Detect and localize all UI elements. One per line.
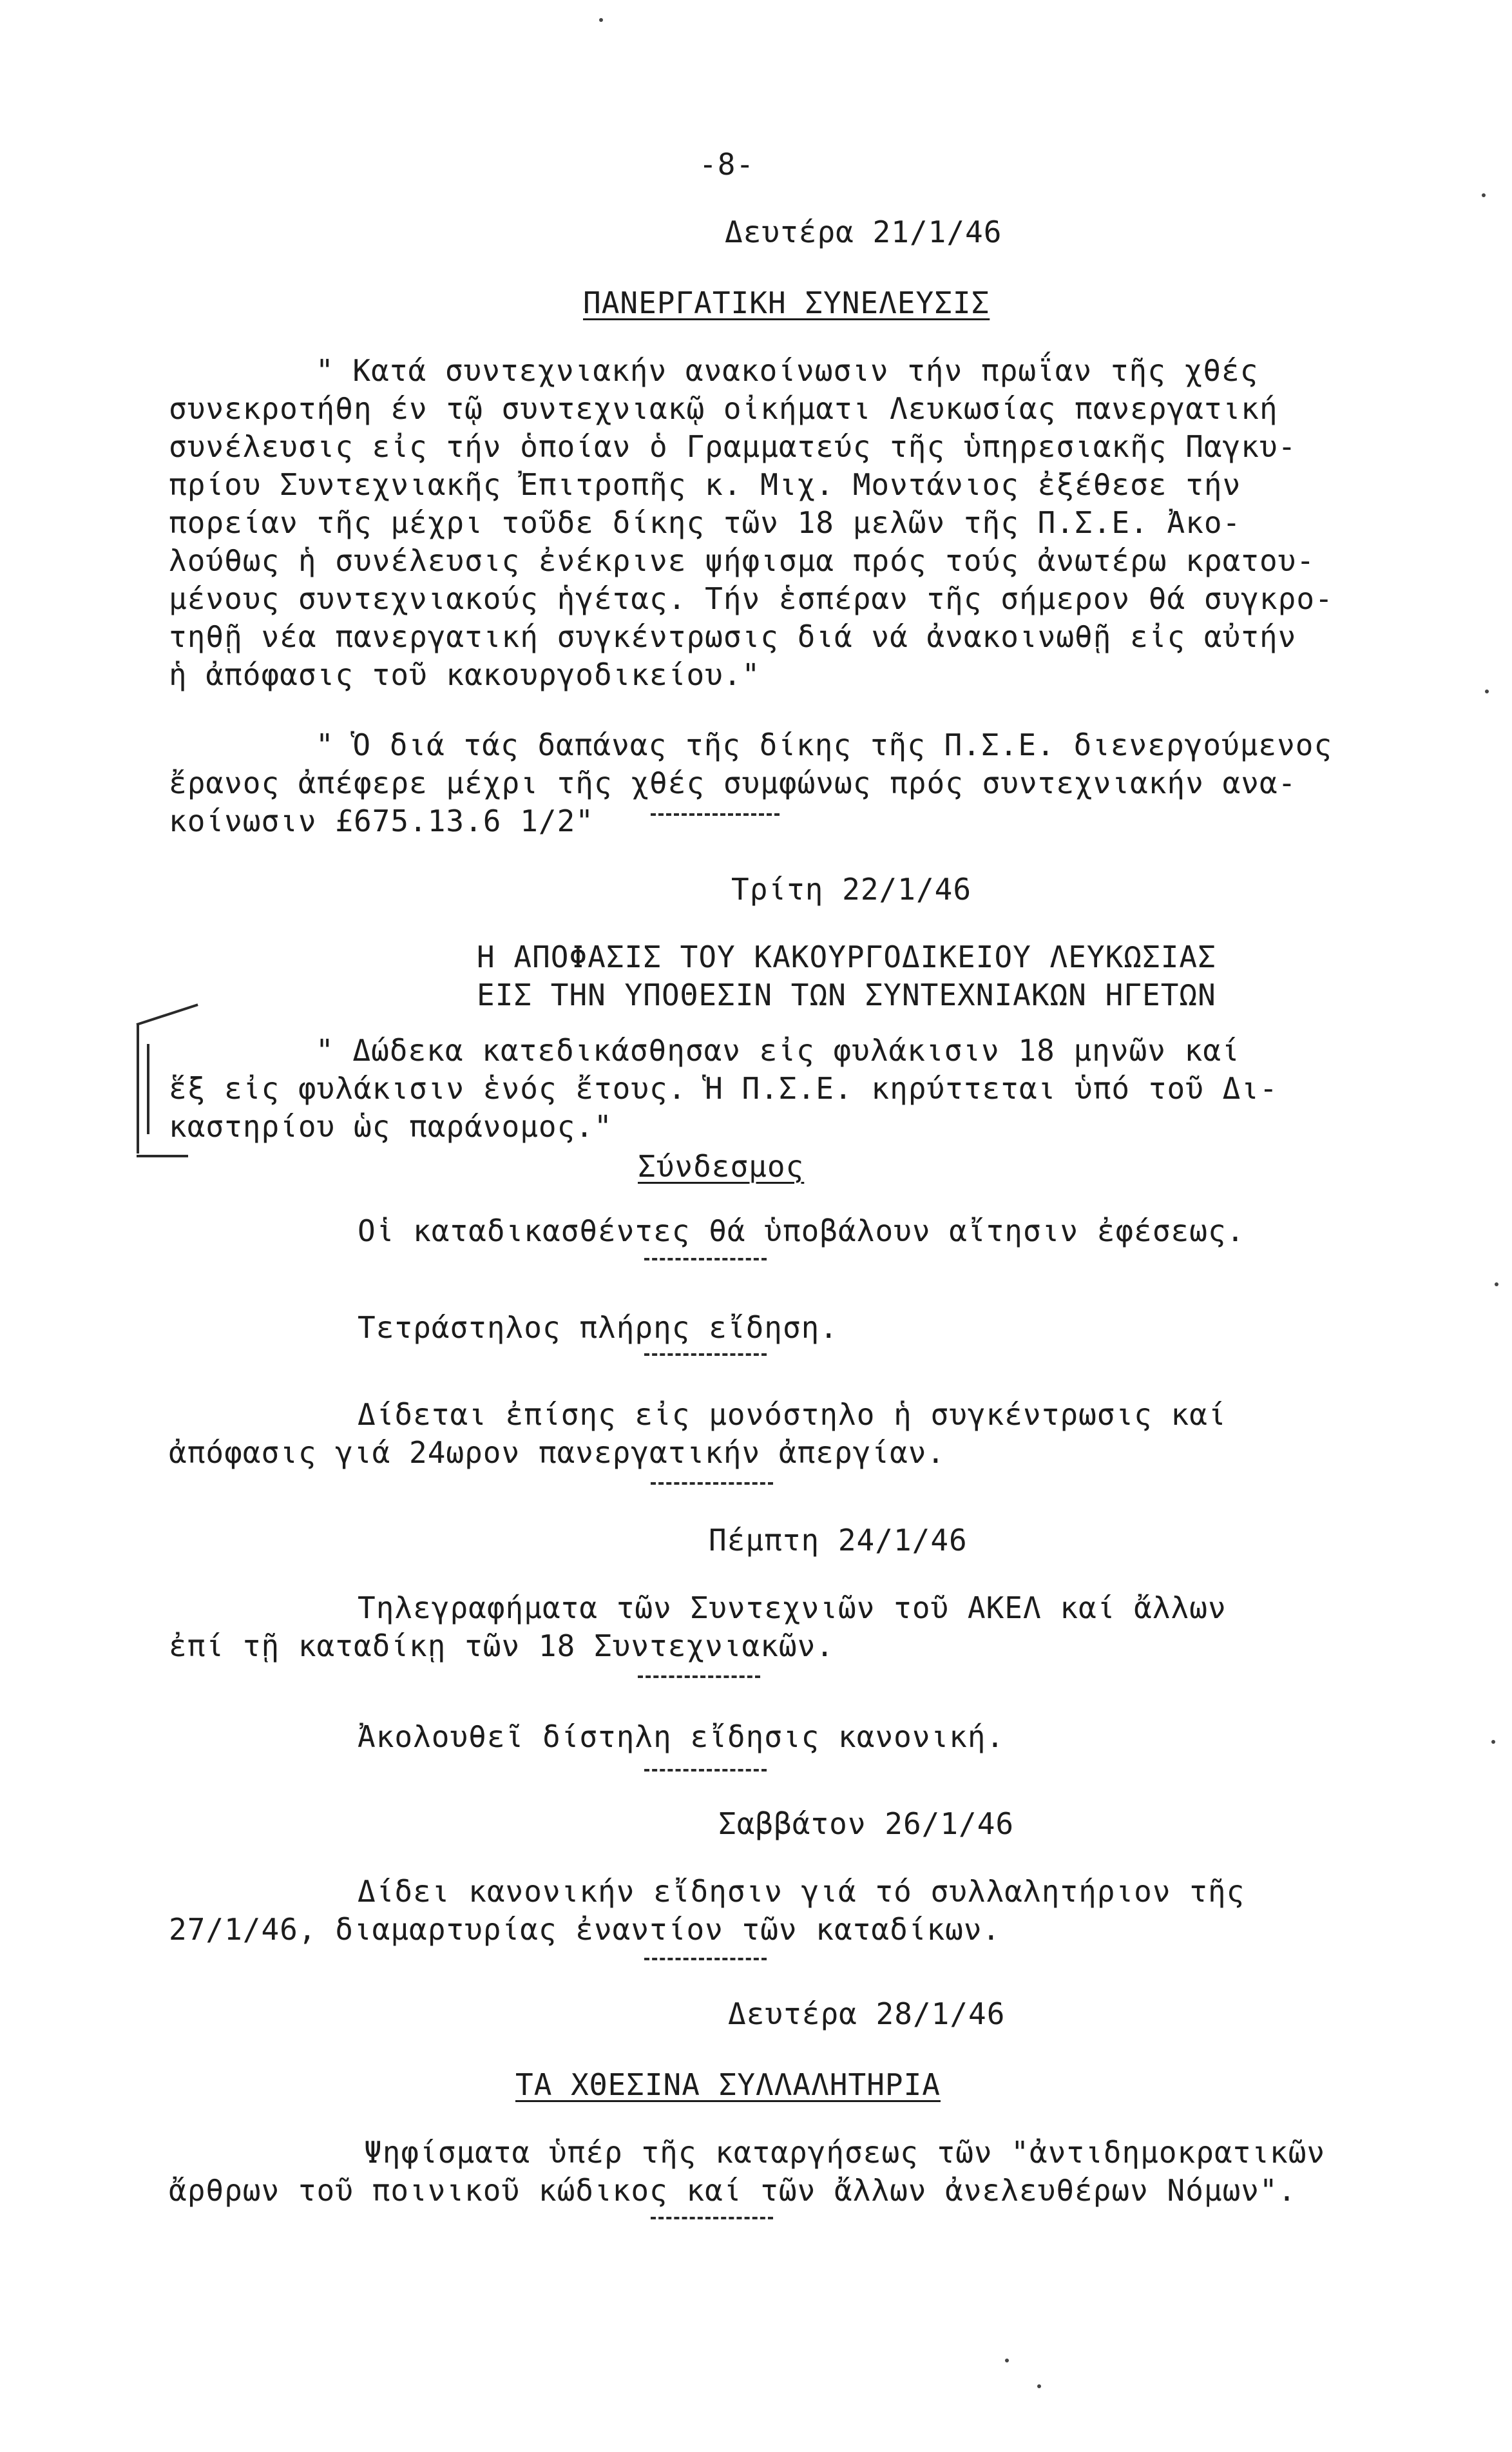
paragraph-line: πρίου Συντεχνιακῆς Ἐπιτροπῆς κ. Μιχ. Μοντάνιος ἐξέθεσε τήν bbox=[169, 467, 1241, 502]
paragraph-line: ἔρανος ἀπέφερε μέχρι τῆς χθές συμφώνως πρός συντεχνιακήν ανα- bbox=[169, 766, 1297, 800]
margin-bracket bbox=[147, 1044, 149, 1134]
note-line: Τετράστηλος πλήρης εἴδηση. bbox=[358, 1310, 839, 1345]
paragraph-line: καστηρίου ὡς παράνομος." bbox=[169, 1109, 613, 1144]
section-separator bbox=[644, 1353, 767, 1356]
paragraph-line: Τηλεγραφήματα τῶν Συντεχνιῶν τοῦ ΑΚΕΛ καί ἄλλων bbox=[358, 1590, 1227, 1625]
section-date: Σαββάτον 26/1/46 bbox=[718, 1806, 1015, 1841]
margin-bracket-bottom bbox=[137, 1155, 188, 1157]
paragraph-line: ἐπί τῇ καταδίκῃ τῶν 18 Συντεχνιακῶν. bbox=[169, 1628, 834, 1663]
section-date: Τρίτη 22/1/46 bbox=[731, 872, 972, 907]
page-number: -8- bbox=[699, 147, 755, 182]
paragraph-line: 27/1/46, διαμαρτυρίας ἐναντίον τῶν καταδίκων. bbox=[169, 1912, 1001, 1947]
section-separator bbox=[638, 1675, 760, 1678]
scan-speck bbox=[1485, 690, 1489, 693]
scan-speck bbox=[1495, 1282, 1498, 1286]
margin-bracket-top bbox=[136, 1003, 198, 1026]
section-separator bbox=[644, 1769, 767, 1771]
scan-speck bbox=[1037, 2384, 1041, 2388]
section-heading: ΕΙΣ ΤΗΝ ΥΠΟΘΕΣΙΝ ΤΩΝ ΣΥΝΤΕΧΝΙΑΚΩΝ ΗΓΕΤΩΝ bbox=[477, 978, 1216, 1012]
paragraph-line: Δίδει κανονικήν εἴδησιν γιά τό συλλαλητήριον τῆς bbox=[358, 1874, 1245, 1909]
scan-speck bbox=[599, 18, 603, 22]
section-separator bbox=[651, 813, 780, 816]
section-separator bbox=[651, 1482, 773, 1485]
scan-speck bbox=[1482, 193, 1486, 197]
paragraph-line: Ψηφίσματα ὑπέρ τῆς καταργήσεως τῶν "ἀντιδημοκρατικῶν bbox=[364, 2135, 1326, 2170]
section-date: Δευτέρα 28/1/46 bbox=[728, 1996, 1006, 2031]
scan-speck bbox=[1005, 2359, 1009, 2362]
section-heading: ΤΑ ΧΘΕΣΙΝΑ ΣΥΛΛΑΛΗΤΗΡΙΑ bbox=[515, 2067, 941, 2102]
section-date: Πέμπτη 24/1/46 bbox=[709, 1523, 968, 1558]
section-separator bbox=[644, 1958, 767, 1960]
note-line: ἀπόφασις γιά 24ωρον πανεργατικήν ἀπεργίαν. bbox=[169, 1435, 946, 1470]
paragraph-line: ἡ ἀπόφασις τοῦ κακουργοδικείου." bbox=[169, 657, 761, 692]
section-date: Δευτέρα 21/1/46 bbox=[725, 215, 1002, 249]
note-line: Οἱ καταδικασθέντες θά ὑποβάλουν αἴτησιν ἐφέσεως. bbox=[358, 1213, 1245, 1248]
paragraph-line: συνεκροτήθη έν τῷ συντεχνιακῷ οἰκήματι Λευκωσίας πανεργατική bbox=[169, 391, 1278, 426]
paragraph-line: " Ὁ διά τάς δαπάνας τῆς δίκης τῆς Π.Σ.Ε. διενεργούμενος bbox=[316, 728, 1333, 762]
paragraph-line: ἕξ εἰς φυλάκισιν ἑνός ἔτους. Ἡ Π.Σ.Ε. κηρύττεται ὑπό τοῦ Δι- bbox=[169, 1071, 1278, 1106]
note-line: Ἀκολουθεῖ δίστηλη εἴδησις κανονική. bbox=[358, 1719, 1005, 1754]
paragraph-line: ἄρθρων τοῦ ποινικοῦ κώδικος καί τῶν ἄλλων ἀνελευθέρων Νόμων". bbox=[169, 2173, 1297, 2208]
section-heading: Η ΑΠΟΦΑΣΙΣ ΤΟΥ ΚΑΚΟΥΡΓΟΔΙΚΕΙΟΥ ΛΕΥΚΩΣΙΑΣ bbox=[477, 940, 1216, 974]
margin-bracket bbox=[137, 1025, 139, 1154]
paragraph-line: λούθως ἡ συνέλευσις ἐνέκρινε ψήφισμα πρός τούς ἀνωτέρω κρατου- bbox=[169, 543, 1316, 578]
paragraph-line: συνέλευσις εἰς τήν ὁποίαν ὁ Γραμματεύς τῆς ὑπηρεσιακῆς Παγκυ- bbox=[169, 429, 1297, 464]
paragraph-line: πορείαν τῆς μέχρι τοῦδε δίκης τῶν 18 μελῶν τῆς Π.Σ.Ε. Ἀκο- bbox=[169, 505, 1241, 540]
paragraph-line: " Δώδεκα κατεδικάσθησαν εἰς φυλάκισιν 18 μηνῶν καί bbox=[316, 1033, 1240, 1068]
paragraph-line: " Κατά συντεχνιακήν ανακοίνωσιν τήν πρωΐαν τῆς χθές bbox=[316, 353, 1259, 388]
subheading: Σύνδεσμος bbox=[638, 1149, 805, 1184]
paragraph-line: μένους συντεχνιακούς ἡγέτας. Τήν ἑσπέραν τῆς σήμερον θά συγκρο- bbox=[169, 581, 1334, 616]
paragraph-line: κοίνωσιν £675.13.6 1/2" bbox=[169, 804, 594, 838]
paragraph-line: τηθῇ νέα πανεργατική συγκέντρωσις διά νά ἀνακοινωθῇ εἰς αὐτήν bbox=[169, 619, 1297, 654]
section-heading: ΠΑΝΕΡΓΑΤΙΚΗ ΣΥΝΕΛΕΥΣΙΣ bbox=[583, 285, 990, 320]
scan-speck bbox=[1491, 1740, 1495, 1744]
note-line: Δίδεται ἐπίσης εἰς μονόστηλο ἡ συγκέντρωσις καί bbox=[358, 1397, 1227, 1432]
section-separator bbox=[644, 1258, 767, 1260]
section-separator bbox=[651, 2217, 773, 2219]
